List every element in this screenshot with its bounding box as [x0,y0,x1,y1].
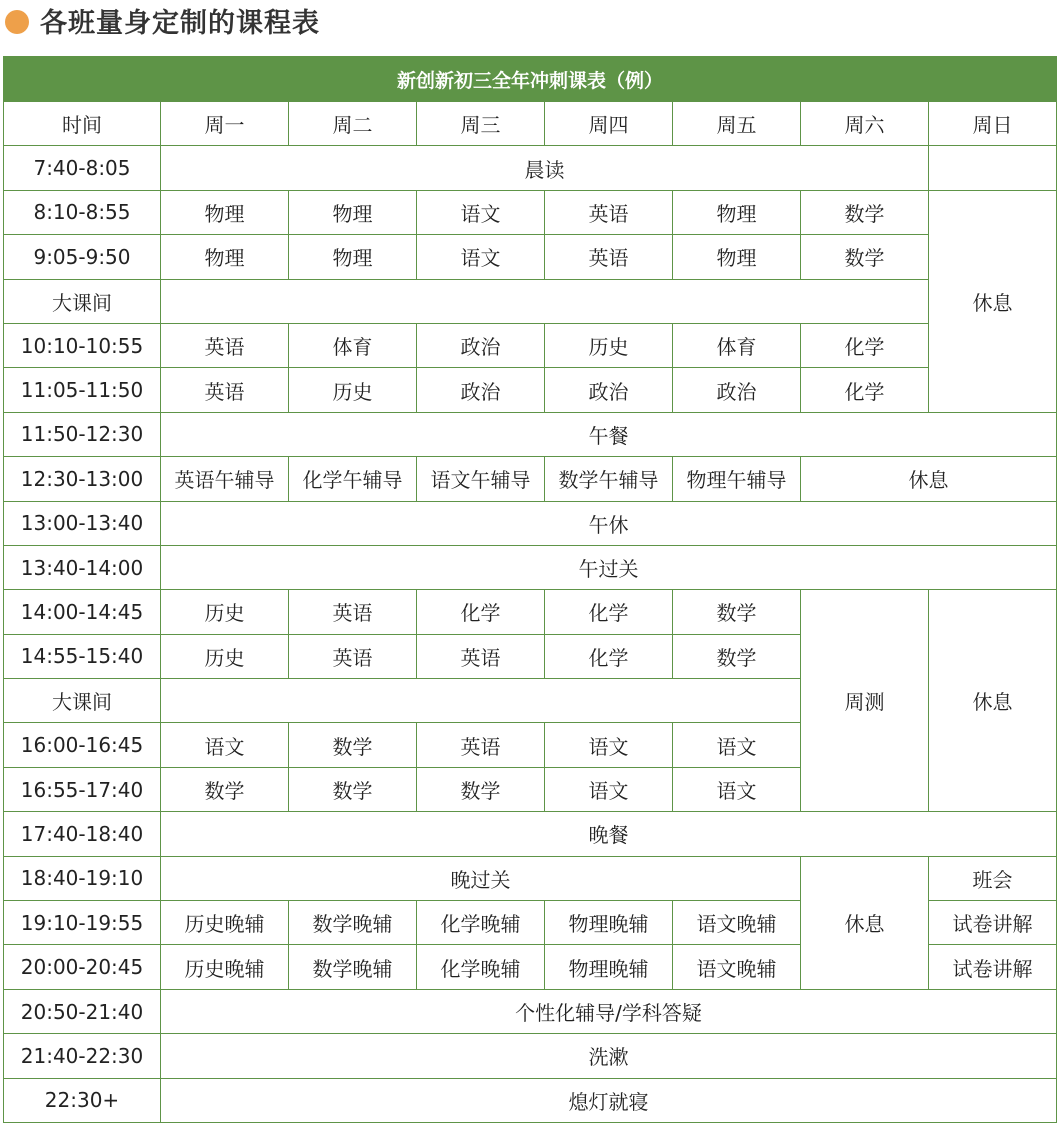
activity-cell: 晨读 [161,146,929,190]
table-row [4,590,1057,634]
column-header: 周六 [801,102,929,146]
subject-cell: 物理 [289,235,417,279]
time-cell: 大课间 [4,679,161,723]
activity-cell: 熄灯就寝 [161,1078,1057,1122]
subject-cell: 语文 [673,723,801,767]
subject-cell: 英语 [545,190,673,234]
time-cell: 13:40-14:00 [4,545,161,589]
time-cell: 大课间 [4,279,161,323]
subject-cell: 数学午辅导 [545,457,673,501]
subject-cell: 数学 [417,767,545,811]
subject-cell: 化学晚辅 [417,901,545,945]
subject-cell: 物理 [161,235,289,279]
subject-cell: 班会 [929,856,1057,900]
subject-cell: 物理 [673,190,801,234]
activity-cell: 午休 [161,501,1057,545]
subject-cell: 数学 [673,590,801,634]
table-row [4,368,1057,412]
column-header: 周五 [673,102,801,146]
subject-cell: 语文晚辅 [673,945,801,989]
table-title: 新创新初三全年冲刺课表（例） [4,57,1057,102]
subject-cell: 历史晚辅 [161,901,289,945]
subject-cell: 数学 [289,723,417,767]
table-row [4,412,1057,456]
bullet-dot-icon [5,10,29,34]
subject-cell: 英语 [545,235,673,279]
subject-cell: 数学 [673,634,801,678]
subject-cell: 语文 [545,723,673,767]
subject-cell: 语文 [673,767,801,811]
subject-cell: 英语 [417,723,545,767]
activity-cell: 午过关 [161,545,1057,589]
time-cell: 12:30-13:00 [4,457,161,501]
activity-cell: 洗漱 [161,1034,1057,1078]
column-header: 周三 [417,102,545,146]
column-header: 周一 [161,102,289,146]
table-title-row [4,57,1057,102]
activity-cell: 午餐 [161,412,1057,456]
table-row [4,812,1057,856]
subject-cell: 政治 [417,368,545,412]
subject-cell: 历史 [545,323,673,367]
subject-cell: 物理午辅导 [673,457,801,501]
weekend-rest-cell: 休息 [801,457,1057,501]
time-cell: 13:00-13:40 [4,501,161,545]
subject-cell: 数学晚辅 [289,945,417,989]
subject-cell: 英语 [289,590,417,634]
subject-cell: 历史晚辅 [161,945,289,989]
column-header: 周日 [929,102,1057,146]
table-row [4,1034,1057,1078]
activity-cell: 晚餐 [161,812,1057,856]
sunday-rest-cell: 休息 [929,590,1057,812]
time-cell: 10:10-10:55 [4,323,161,367]
table-row [4,323,1057,367]
column-header: 周四 [545,102,673,146]
time-cell: 16:00-16:45 [4,723,161,767]
time-cell: 21:40-22:30 [4,1034,161,1078]
time-cell: 8:10-8:55 [4,190,161,234]
time-cell: 17:40-18:40 [4,812,161,856]
time-cell: 11:05-11:50 [4,368,161,412]
time-cell: 22:30+ [4,1078,161,1122]
time-cell: 20:50-21:40 [4,989,161,1033]
subject-cell: 语文晚辅 [673,901,801,945]
time-cell: 9:05-9:50 [4,235,161,279]
activity-cell: 个性化辅导/学科答疑 [161,989,1057,1033]
subject-cell: 英语 [161,323,289,367]
table-row [4,279,1057,323]
subject-cell: 历史 [289,368,417,412]
table-row [4,146,1057,190]
subject-cell: 试卷讲解 [929,901,1057,945]
time-cell: 14:00-14:45 [4,590,161,634]
table-row [4,1078,1057,1122]
activity-cell: 晚过关 [161,856,801,900]
table-row [4,989,1057,1033]
subject-cell: 化学晚辅 [417,945,545,989]
subject-cell: 化学午辅导 [289,457,417,501]
empty-cell [161,279,929,323]
subject-cell: 英语 [289,634,417,678]
subject-cell: 语文 [545,767,673,811]
subject-cell: 体育 [289,323,417,367]
subject-cell: 物理 [161,190,289,234]
subject-cell: 物理晚辅 [545,901,673,945]
table-row [4,545,1057,589]
time-cell: 16:55-17:40 [4,767,161,811]
subject-cell: 语文午辅导 [417,457,545,501]
heading-title: 各班量身定制的课程表 [40,8,320,39]
subject-cell: 化学 [801,368,929,412]
empty-cell [161,679,801,723]
subject-cell: 政治 [673,368,801,412]
subject-cell: 体育 [673,323,801,367]
subject-cell: 化学 [417,590,545,634]
subject-cell: 英语 [161,368,289,412]
sunday-rest-cell: 休息 [929,190,1057,412]
subject-cell: 数学 [801,190,929,234]
subject-cell: 物理 [673,235,801,279]
subject-cell: 历史 [161,590,289,634]
subject-cell: 历史 [161,634,289,678]
table-row [4,856,1057,900]
subject-cell: 数学晚辅 [289,901,417,945]
subject-cell: 化学 [801,323,929,367]
table-row [4,235,1057,279]
subject-cell: 试卷讲解 [929,945,1057,989]
subject-cell: 语文 [417,235,545,279]
subject-cell: 英语 [417,634,545,678]
weekly-test-cell: 周测 [801,590,929,812]
time-cell: 11:50-12:30 [4,412,161,456]
time-cell: 14:55-15:40 [4,634,161,678]
header-row [4,102,1057,146]
subject-cell: 数学 [801,235,929,279]
subject-cell: 物理 [289,190,417,234]
time-cell: 18:40-19:10 [4,856,161,900]
subject-cell: 政治 [545,368,673,412]
subject-cell: 政治 [417,323,545,367]
empty-cell [929,146,1057,190]
subject-cell: 语文 [417,190,545,234]
schedule-table [3,56,1057,1123]
column-header: 周二 [289,102,417,146]
time-cell: 19:10-19:55 [4,901,161,945]
subject-cell: 化学 [545,590,673,634]
table-row [4,457,1057,501]
time-cell: 20:00-20:45 [4,945,161,989]
subject-cell: 英语午辅导 [161,457,289,501]
subject-cell: 物理晚辅 [545,945,673,989]
subject-cell: 数学 [161,767,289,811]
table-row [4,501,1057,545]
table-row [4,190,1057,234]
subject-cell: 化学 [545,634,673,678]
subject-cell: 语文 [161,723,289,767]
column-header: 时间 [4,102,161,146]
saturday-rest-cell: 休息 [801,856,929,989]
section-heading [0,0,1060,50]
time-cell: 7:40-8:05 [4,146,161,190]
subject-cell: 数学 [289,767,417,811]
